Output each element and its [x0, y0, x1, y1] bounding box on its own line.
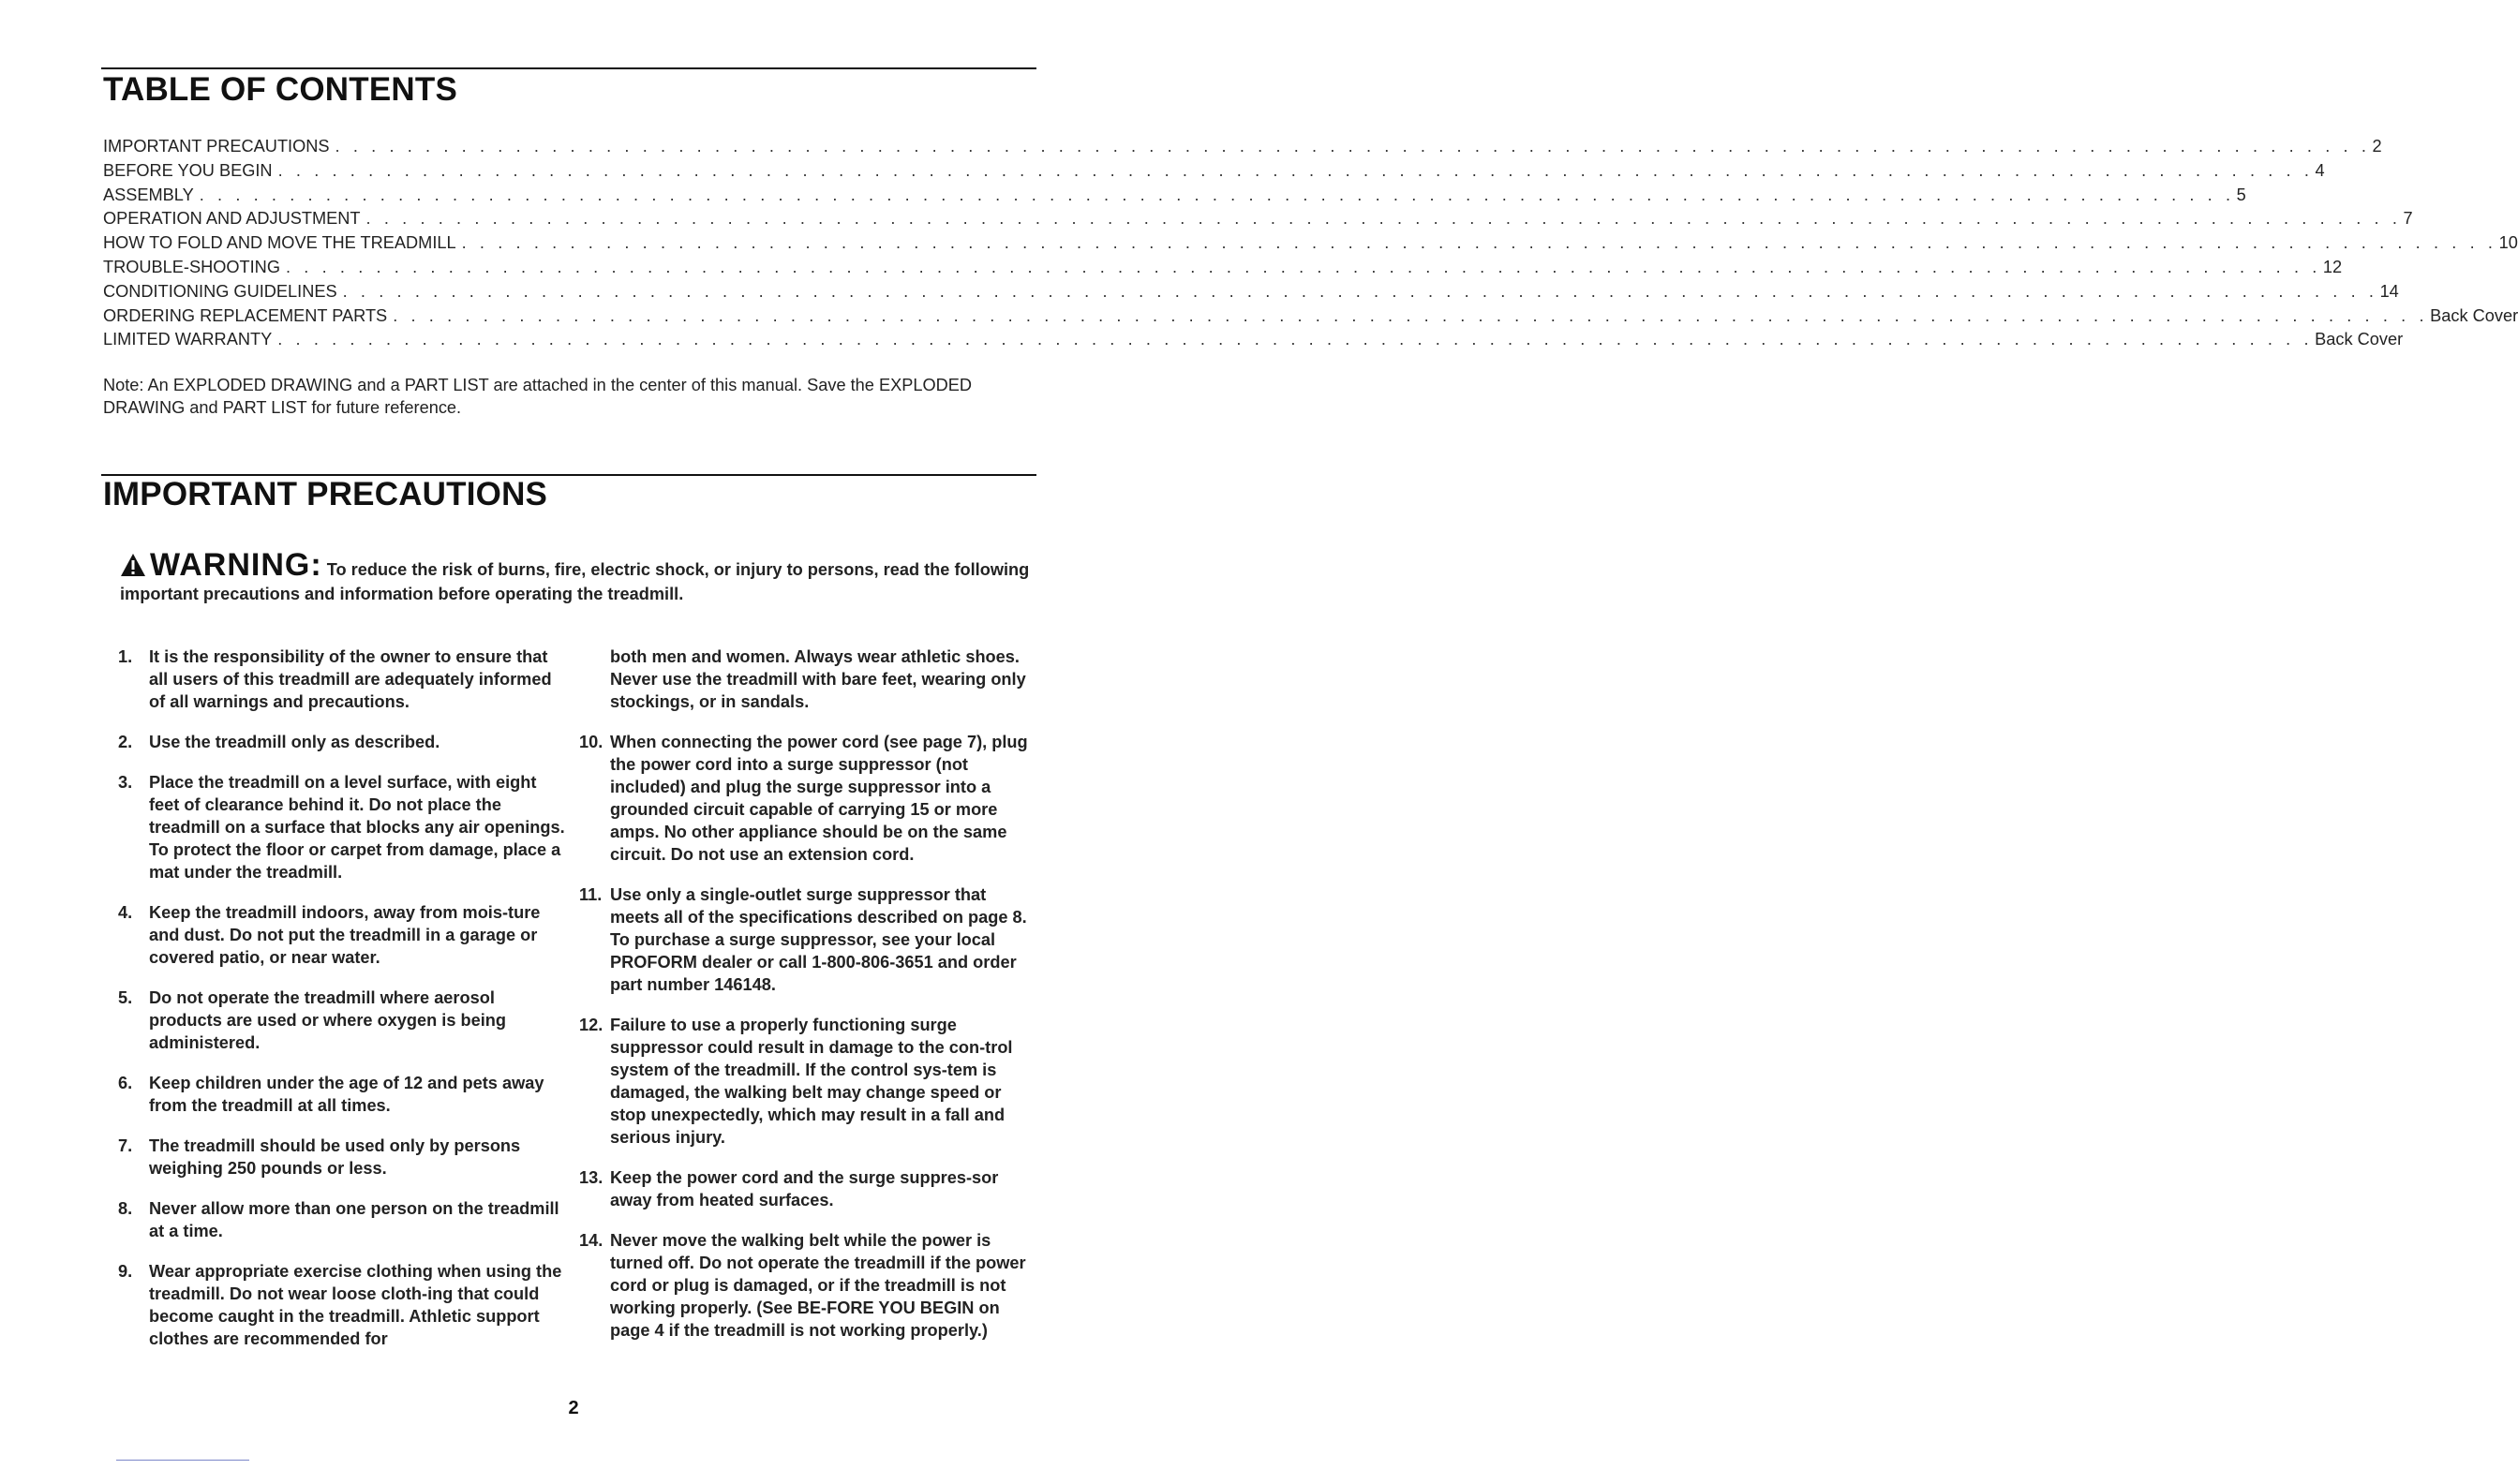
precaution-item — [579, 1014, 1029, 1149]
toc-entry-title: CONDITIONING GUIDELINES — [103, 281, 337, 301]
footer-line — [116, 1460, 249, 1461]
precaution-item — [579, 1229, 1029, 1342]
precaution-number: 9. — [118, 1262, 133, 1281]
toc-leader-dots: . . . . . . . . . . . . . . . . . . . . . . . . . . . . . . . . . . . . . . . . . . . . . . . . . . . . . . . . . . . . . . . . . . . . . . . . . . . . . . . . . . . . . . . . . . . . . . . . . . . . . . . . . . . . . . . . . — [277, 330, 2314, 349]
toc-entry[interactable] — [103, 137, 2382, 161]
precaution-number: 3. — [118, 773, 133, 792]
precaution-number: 8. — [118, 1199, 133, 1218]
precaution-item — [118, 771, 568, 883]
toc-entry-page: 7 — [2403, 209, 2413, 229]
toc-entry[interactable] — [103, 209, 2413, 233]
precautions-right-column — [579, 646, 1029, 1359]
precaution-text: Place the treadmill on a level surface, with eight feet of clearance behind it. Do not place the treadmill on a surface that blocks any air openings. To protect the floor or carpet from damage, place a mat under the treadmill. — [149, 773, 565, 882]
precaution-item — [579, 883, 1029, 996]
precaution-text: Do not operate the treadmill where aerosol products are used or where oxygen is being administered. — [149, 988, 507, 1052]
toc-leader-dots: . . . . . . . . . . . . . . . . . . . . . . . . . . . . . . . . . . . . . . . . . . . . . . . . . . . . . . . . . . . . . . . . . . . . . . . . . . . . . . . . . . . . . . . . . . . . . . . . . . . . . . . . . . . . . . . . . — [277, 160, 2314, 180]
precaution-text: Keep children under the age of 12 and pets away from the treadmill at all times. — [149, 1074, 544, 1115]
toc-heading: TABLE OF CONTENTS — [103, 71, 458, 108]
toc-entry-page: 2 — [2372, 137, 2382, 156]
toc-entry[interactable] — [103, 160, 2325, 186]
precaution-item — [579, 1166, 1029, 1211]
toc-leader-dots: . . . . . . . . . . . . . . . . . . . . . . . . . . . . . . . . . . . . . . . . . . . . . . . . . . . . . . . . . . . . . . . . . . . . . . . . . . . . . . . . . . . . . . . . . . . . . . . . . . . . . . . . . . . . . . . . . — [342, 281, 2378, 301]
precaution-number: 14. — [579, 1231, 603, 1250]
toc-note: Note: An EXPLODED DRAWING and a PART LIST are attached in the center of this manual. Save the EXPLODED DRAWING and PART LIST for future reference. — [103, 376, 973, 417]
precaution-item — [118, 901, 568, 969]
precaution-text: Never move the walking belt while the power is turned off. Do not operate the treadmill if the power cord or plug is damaged, or if the treadmill is not working properly. (See BE-FORE YOU BEGIN on page 4 if the treadmill is not working properly.) — [610, 1231, 1026, 1340]
precaution-number: 2. — [118, 733, 133, 751]
toc-entry-page: Back Cover — [2315, 330, 2404, 349]
precaution-number: 10. — [579, 733, 603, 751]
precaution-text: It is the responsibility of the owner to ensure that all users of this treadmill are adequately informed of all warnings and precautions. — [149, 647, 552, 711]
toc-list — [103, 137, 2518, 354]
precaution-text: Wear appropriate exercise clothing when using the treadmill. Do not wear loose cloth-ing that could become caught in the treadmill. Athletic support clothes are recommended for — [149, 1262, 562, 1348]
toc-leader-dots: . . . . . . . . . . . . . . . . . . . . . . . . . . . . . . . . . . . . . . . . . . . . . . . . . . . . . . . . . . . . . . . . . . . . . . . . . . . . . . . . . . . . . . . . . . . . . . . . . . . . . . . . . . . . . . . . . — [461, 233, 2497, 253]
toc-leader-dots: . . . . . . . . . . . . . . . . . . . . . . . . . . . . . . . . . . . . . . . . . . . . . . . . . . . . . . . . . . . . . . . . . . . . . . . . . . . . . . . . . . . . . . . . . . . . . . . . . . . . . . . . . . . . . . . . . — [285, 257, 2321, 276]
toc-entry-title: ORDERING REPLACEMENT PARTS — [103, 305, 388, 325]
toc-entry-title: TROUBLE-SHOOTING — [103, 257, 280, 276]
precaution-number: 12. — [579, 1016, 603, 1034]
toc-entry-title: LIMITED WARRANTY — [103, 330, 273, 349]
precaution-item — [118, 1197, 568, 1242]
precaution-number: 5. — [118, 988, 133, 1007]
toc-leader-dots: . . . . . . . . . . . . . . . . . . . . . . . . . . . . . . . . . . . . . . . . . . . . . . . . . . . . . . . . . . . . . . . . . . . . . . . . . . . . . . . . . . . . . . . . . . . . . . . . . . . . . . . . . . . . . . . . . — [199, 185, 2235, 204]
warning-triangle-icon — [120, 553, 146, 583]
toc-entry-page: 4 — [2315, 160, 2325, 180]
precaution-item — [579, 731, 1029, 866]
precaution-text: Failure to use a properly functioning surge suppressor could result in damage to the con-trol system of the treadmill. If the control sys-tem is damaged, the walking belt may change speed or stop unexpectedly, which may result in a fall and serious injury. — [610, 1016, 1013, 1147]
toc-entry-title: OPERATION AND ADJUSTMENT — [103, 209, 361, 229]
precaution-item — [118, 646, 568, 713]
toc-entry-title: ASSEMBLY — [103, 185, 194, 204]
precaution-text: When connecting the power cord (see page 7), plug the power cord into a surge suppressor (not included) and plug the surge suppressor into a grounded circuit capable of carrying 15 or more amps. No other appliance should be on the same circuit. Do not use an extension cord. — [610, 733, 1028, 864]
toc-entry-title: HOW TO FOLD AND MOVE THE TREADMILL — [103, 233, 456, 253]
toc-entry[interactable] — [103, 305, 2518, 331]
toc-leader-dots: . . . . . . . . . . . . . . . . . . . . . . . . . . . . . . . . . . . . . . . . . . . . . . . . . . . . . . . . . . . . . . . . . . . . . . . . . . . . . . . . . . . . . . . . . . . . . . . . . . . . . . . . . . . . . . . . . — [335, 137, 2371, 156]
precaution-item — [118, 1072, 568, 1117]
toc-entry[interactable] — [103, 330, 2404, 354]
warning-word: WARNING: — [150, 547, 322, 583]
warning-block — [120, 547, 1034, 605]
precaution-number: 7. — [118, 1136, 133, 1155]
toc-entry[interactable] — [103, 233, 2518, 258]
toc-entry-page: 5 — [2236, 185, 2246, 204]
toc-entry-page: 12 — [2322, 257, 2343, 276]
precaution-text: Use the treadmill only as described. — [149, 733, 440, 751]
precaution-text: Keep the treadmill indoors, away from mois-ture and dust. Do not put the treadmill in a garage or covered patio, or near water. — [149, 903, 541, 967]
precaution-item — [118, 1135, 568, 1180]
toc-entry[interactable] — [103, 281, 2399, 306]
toc-entry-title: BEFORE YOU BEGIN — [103, 160, 273, 180]
precaution-continuation: both men and women. Always wear athletic shoes. Never use the treadmill with bare feet, wearing only stockings, or in sandals. — [610, 647, 1026, 711]
precaution-number: 6. — [118, 1074, 133, 1092]
toc-leader-dots: . . . . . . . . . . . . . . . . . . . . . . . . . . . . . . . . . . . . . . . . . . . . . . . . . . . . . . . . . . . . . . . . . . . . . . . . . . . . . . . . . . . . . . . . . . . . . . . . . . . . . . . . . . . . . . . . . — [365, 209, 2402, 229]
precaution-text: Use only a single-outlet surge suppressor that meets all of the specifications described on page 8. To purchase a surge suppressor, see your local PROFORM dealer or call 1-800-806-3651 and order part number 146148. — [610, 885, 1027, 994]
precaution-number: 1. — [118, 647, 133, 666]
toc-entry[interactable] — [103, 185, 2246, 210]
precautions-heading: IMPORTANT PRECAUTIONS — [103, 476, 548, 512]
toc-entry-page: 10 — [2498, 233, 2518, 253]
top-rule — [101, 67, 1036, 69]
precaution-number: 4. — [118, 903, 133, 922]
toc-entry[interactable] — [103, 257, 2343, 282]
toc-entry-page: 14 — [2379, 281, 2399, 301]
precaution-text: Keep the power cord and the surge suppres-sor away from heated surfaces. — [610, 1168, 999, 1209]
precaution-item — [118, 987, 568, 1054]
precautions-left-column — [118, 646, 568, 1368]
precaution-number: 11. — [579, 885, 603, 904]
toc-entry-page: Back Cover — [2430, 305, 2518, 325]
toc-entry-title: IMPORTANT PRECAUTIONS — [103, 137, 330, 156]
precaution-text: Never allow more than one person on the treadmill at a time. — [149, 1199, 559, 1240]
page-number: 2 — [568, 1398, 579, 1418]
precaution-text: The treadmill should be used only by persons weighing 250 pounds or less. — [149, 1136, 521, 1178]
precaution-item — [118, 1260, 568, 1350]
precaution-number: 13. — [579, 1168, 603, 1187]
toc-leader-dots: . . . . . . . . . . . . . . . . . . . . . . . . . . . . . . . . . . . . . . . . . . . . . . . . . . . . . . . . . . . . . . . . . . . . . . . . . . . . . . . . . . . . . . . . . . . . . . . . . . . . . . . . . . . . . . . . . — [393, 305, 2429, 325]
precaution-item — [118, 731, 568, 753]
warning-text: To reduce the risk of burns, fire, electric shock, or injury to persons, read the following important precautions and information before operating the treadmill. — [120, 560, 1030, 603]
